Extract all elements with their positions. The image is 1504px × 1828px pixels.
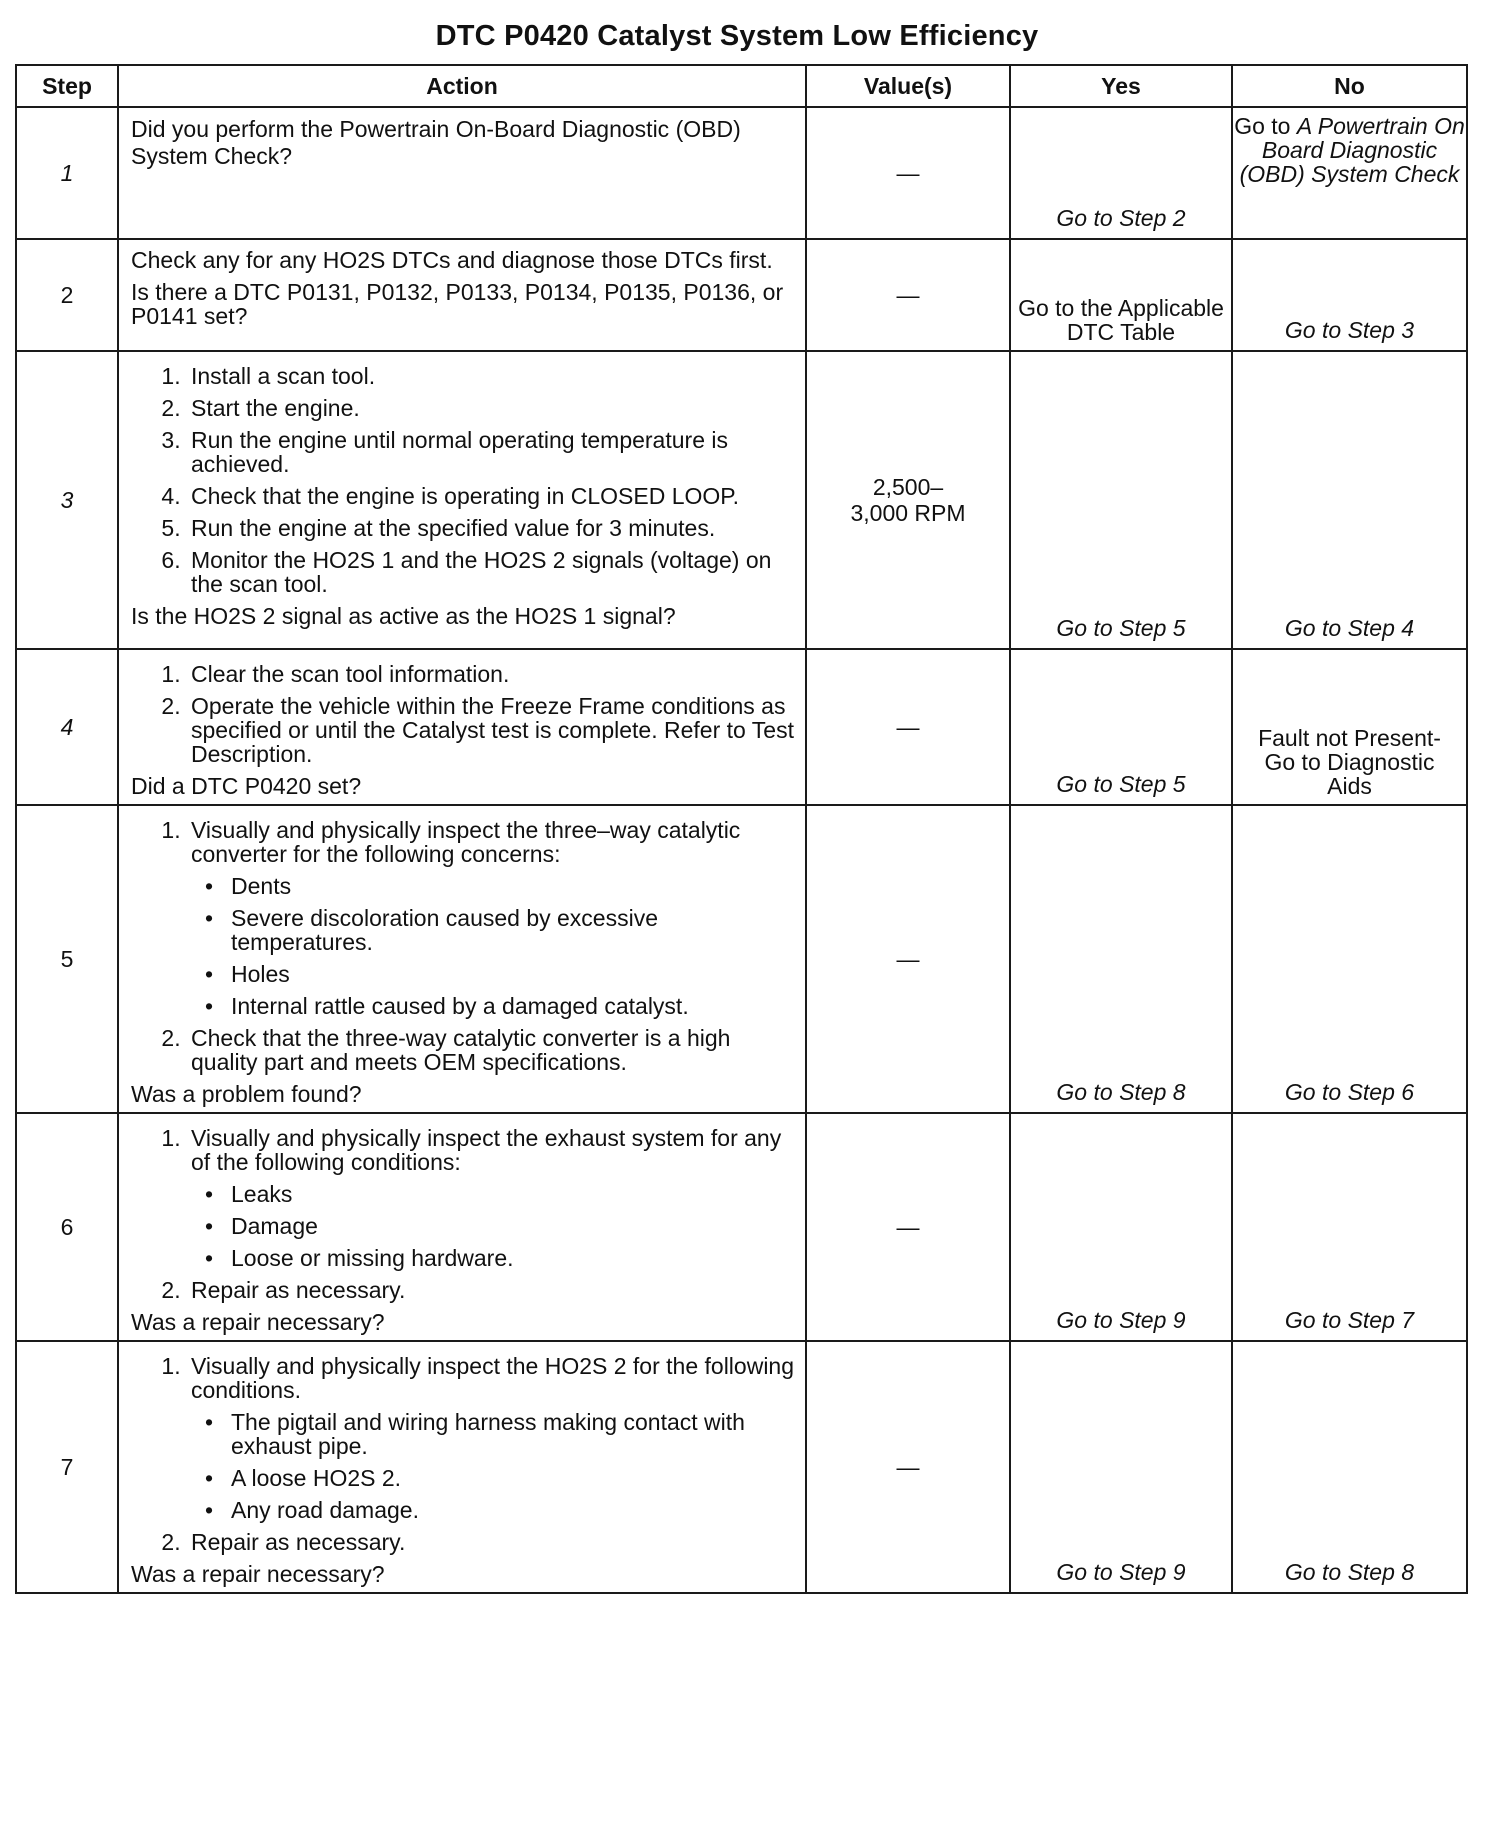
action-step xyxy=(187,818,797,1018)
diagnostic-table xyxy=(15,64,1468,1594)
condition-item: • Dents xyxy=(227,874,797,898)
value-cell: 2,500– 3,000 RPM xyxy=(806,351,1010,649)
action-question: Was a repair necessary? xyxy=(131,1309,385,1335)
header-action: Action xyxy=(118,65,806,107)
action-cell xyxy=(118,649,806,805)
action-intro: Check any for any HO2S DTCs and diagnose those DTCs first. xyxy=(131,247,773,273)
value-cell: — xyxy=(806,239,1010,351)
header-yes: Yes xyxy=(1010,65,1232,107)
action-steps xyxy=(131,662,797,766)
value-cell: — xyxy=(806,805,1010,1113)
step-number: 2 xyxy=(16,239,118,351)
yes-cell: Go to Step 5 xyxy=(1010,649,1232,805)
no-cell: Fault not Present-Go to Diagnostic Aids xyxy=(1232,649,1467,805)
step-number: 1 xyxy=(16,107,118,239)
action-step: 2. Start the engine. xyxy=(187,396,797,420)
action-step: 2. Repair as necessary. xyxy=(187,1278,797,1302)
condition-item: • Leaks xyxy=(227,1182,797,1206)
action-cell xyxy=(118,239,806,351)
condition-item: • Any road damage. xyxy=(227,1498,797,1522)
table-row xyxy=(16,239,1467,351)
header-no: No xyxy=(1232,65,1467,107)
action-step: 4. Check that the engine is operating in CLOSED LOOP. xyxy=(187,484,797,508)
condition-item: • Internal rattle caused by a damaged catalyst. xyxy=(227,994,797,1018)
page-title: DTC P0420 Catalyst System Low Efficiency xyxy=(435,20,1039,52)
action-question: Was a repair necessary? xyxy=(131,1561,385,1587)
action-cell xyxy=(118,1113,806,1341)
yes-cell: Go to Step 9 xyxy=(1010,1341,1232,1593)
table-row xyxy=(16,649,1467,805)
action-step-text: Visually and physically inspect the HO2S 2 for the following conditions. xyxy=(191,1353,795,1403)
condition-item: • Severe discoloration caused by excessive temperatures. xyxy=(227,906,797,954)
condition-item: • Holes xyxy=(227,962,797,986)
condition-item: • Loose or missing hardware. xyxy=(227,1246,797,1270)
table-row xyxy=(16,1341,1467,1593)
action-steps xyxy=(131,1354,797,1554)
table-row xyxy=(16,351,1467,649)
no-prefix: Go to xyxy=(1234,113,1297,139)
action-step xyxy=(187,1354,797,1522)
action-question: Was a problem found? xyxy=(131,1081,362,1107)
table-row xyxy=(16,107,1467,239)
yes-cell: Go to Step 5 xyxy=(1010,351,1232,649)
action-steps xyxy=(131,364,797,596)
action-cell xyxy=(118,107,806,239)
no-link-text: A Powertrain On Board Diagnostic (OBD) System Check xyxy=(1239,113,1465,187)
action-question: Is there a DTC P0131, P0132, P0133, P0134, P0135, P0136, or P0141 set? xyxy=(131,279,784,329)
action-cell xyxy=(118,1341,806,1593)
step-number: 5 xyxy=(16,805,118,1113)
action-step: 1. Install a scan tool. xyxy=(187,364,797,388)
yes-cell: Go to Step 9 xyxy=(1010,1113,1232,1341)
action-step-text: Visually and physically inspect the three–way catalytic converter for the following concerns: xyxy=(191,817,741,867)
condition-item: • Damage xyxy=(227,1214,797,1238)
step-number: 7 xyxy=(16,1341,118,1593)
action-cell xyxy=(118,351,806,649)
action-steps xyxy=(131,1126,797,1302)
value-cell: — xyxy=(806,107,1010,239)
value-cell: — xyxy=(806,649,1010,805)
action-question: Did you perform the Powertrain On-Board Diagnostic (OBD) System Check? xyxy=(131,116,741,169)
step-number: 3 xyxy=(16,351,118,649)
action-step-text: Visually and physically inspect the exhaust system for any of the following conditions: xyxy=(191,1125,782,1175)
no-cell: Go to Step 4 xyxy=(1232,351,1467,649)
value-cell: — xyxy=(806,1341,1010,1593)
action-step xyxy=(187,1126,797,1270)
condition-list xyxy=(191,1182,797,1270)
step-number: 6 xyxy=(16,1113,118,1341)
table-row xyxy=(16,1113,1467,1341)
condition-item: • The pigtail and wiring harness making contact with exhaust pipe. xyxy=(227,1410,797,1458)
condition-list xyxy=(191,1410,797,1522)
action-question: Did a DTC P0420 set? xyxy=(131,773,362,799)
action-step: 1. Clear the scan tool information. xyxy=(187,662,797,686)
value-cell: — xyxy=(806,1113,1010,1341)
header-values: Value(s) xyxy=(806,65,1010,107)
action-step: 6. Monitor the HO2S 1 and the HO2S 2 signals (voltage) on the scan tool. xyxy=(187,548,797,596)
table-row xyxy=(16,805,1467,1113)
action-step: 2. Repair as necessary. xyxy=(187,1530,797,1554)
no-cell: Go to Step 7 xyxy=(1232,1113,1467,1341)
yes-cell: Go to Step 8 xyxy=(1010,805,1232,1113)
yes-cell: Go to Step 2 xyxy=(1010,107,1232,239)
condition-item: • A loose HO2S 2. xyxy=(227,1466,797,1490)
action-steps xyxy=(131,818,797,1074)
action-step: 2. Check that the three-way catalytic converter is a high quality part and meets OEM specifications. xyxy=(187,1026,797,1074)
action-step: 3. Run the engine until normal operating temperature is achieved. xyxy=(187,428,797,476)
yes-cell: Go to the Applicable DTC Table xyxy=(1010,239,1232,351)
condition-list xyxy=(191,874,797,1018)
step-number: 4 xyxy=(16,649,118,805)
no-cell xyxy=(1232,107,1467,239)
action-question: Is the HO2S 2 signal as active as the HO2S 1 signal? xyxy=(131,603,676,629)
table-header-row xyxy=(16,65,1467,107)
no-cell: Go to Step 8 xyxy=(1232,1341,1467,1593)
action-cell xyxy=(118,805,806,1113)
no-cell: Go to Step 3 xyxy=(1232,239,1467,351)
action-step: 5. Run the engine at the specified value for 3 minutes. xyxy=(187,516,797,540)
no-cell: Go to Step 6 xyxy=(1232,805,1467,1113)
header-step: Step xyxy=(16,65,118,107)
action-step: 2. Operate the vehicle within the Freeze Frame conditions as specified or until the Catalyst test is complete. Refer to Test Description. xyxy=(187,694,797,766)
